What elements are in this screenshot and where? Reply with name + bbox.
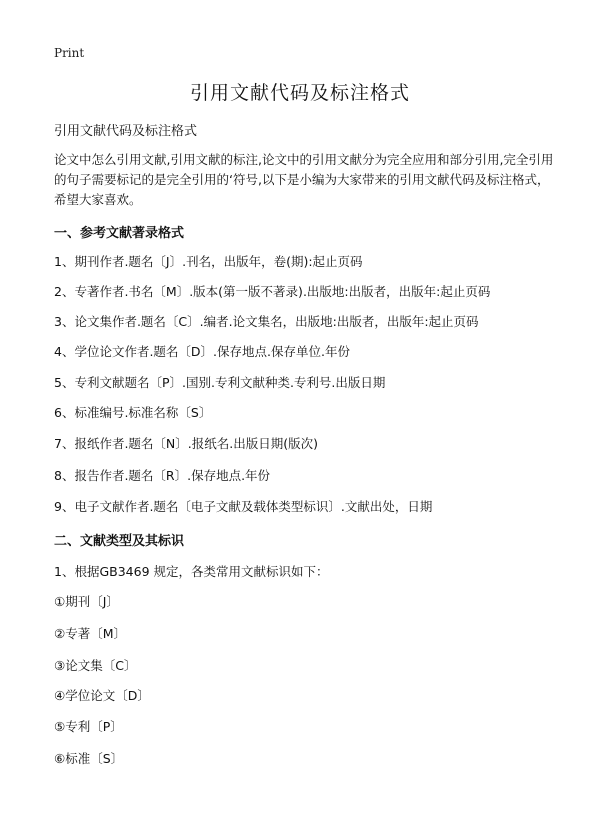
list-item: 5、专利文献题名〔P〕.国别.专利文献种类.专利号.出版日期 <box>54 375 386 390</box>
list-item: 2、专著作者.书名〔M〕.版本(第一版不著录).出版地:出版者，出版年:起止页码 <box>54 284 491 299</box>
section-heading-1: 一、参考文献著录格式 <box>54 226 185 241</box>
intro-paragraph: 论文中怎么引用文献,引用文献的标注,论文中的引用文献分为完全应用和部分引用,完全引用的句子需要标记的是完全引用的‘符号,以下是小编为大家带来的引用文献代码及标注格式，希望大家喜欢。 <box>54 152 554 207</box>
section-heading-2: 二、文献类型及其标识 <box>54 534 185 549</box>
print-label[interactable]: Print <box>54 46 85 60</box>
list-item: 6、标准编号.标准名称〔S〕 <box>54 405 212 420</box>
list-item: 4、学位论文作者.题名〔D〕.保存地点.保存单位.年份 <box>54 344 350 359</box>
list-item: 9、电子文献作者.题名〔电子文献及载体类型标识〕.文献出处，日期 <box>54 499 433 514</box>
list-item: ⑤专利〔P〕 <box>54 719 123 734</box>
list-item: 3、论文集作者.题名〔C〕.编者.论文集名，出版地:出版者，出版年:起止页码 <box>54 314 479 329</box>
list-item: ②专著〔M〕 <box>54 626 126 641</box>
list-item: 8、报告作者.题名〔R〕.保存地点.年份 <box>54 468 271 483</box>
list-item: ③论文集〔C〕 <box>54 658 137 673</box>
list-item: ①期刊〔J〕 <box>54 594 119 609</box>
list-item: 7、报纸作者.题名〔N〕.报纸名.出版日期(版次) <box>54 436 318 451</box>
document-subtitle: 引用文献代码及标注格式 <box>54 124 198 139</box>
list-item: 1、期刊作者.题名〔J〕.刊名，出版年，卷(期):起止页码 <box>54 254 363 269</box>
page-title: 引用文献代码及标注格式 <box>189 82 410 104</box>
list-item: ⑥标准〔S〕 <box>54 751 124 766</box>
section-lead: 1、根据GB3469 规定，各类常用文献标识如下： <box>54 564 329 579</box>
list-item: ④学位论文〔D〕 <box>54 688 150 703</box>
